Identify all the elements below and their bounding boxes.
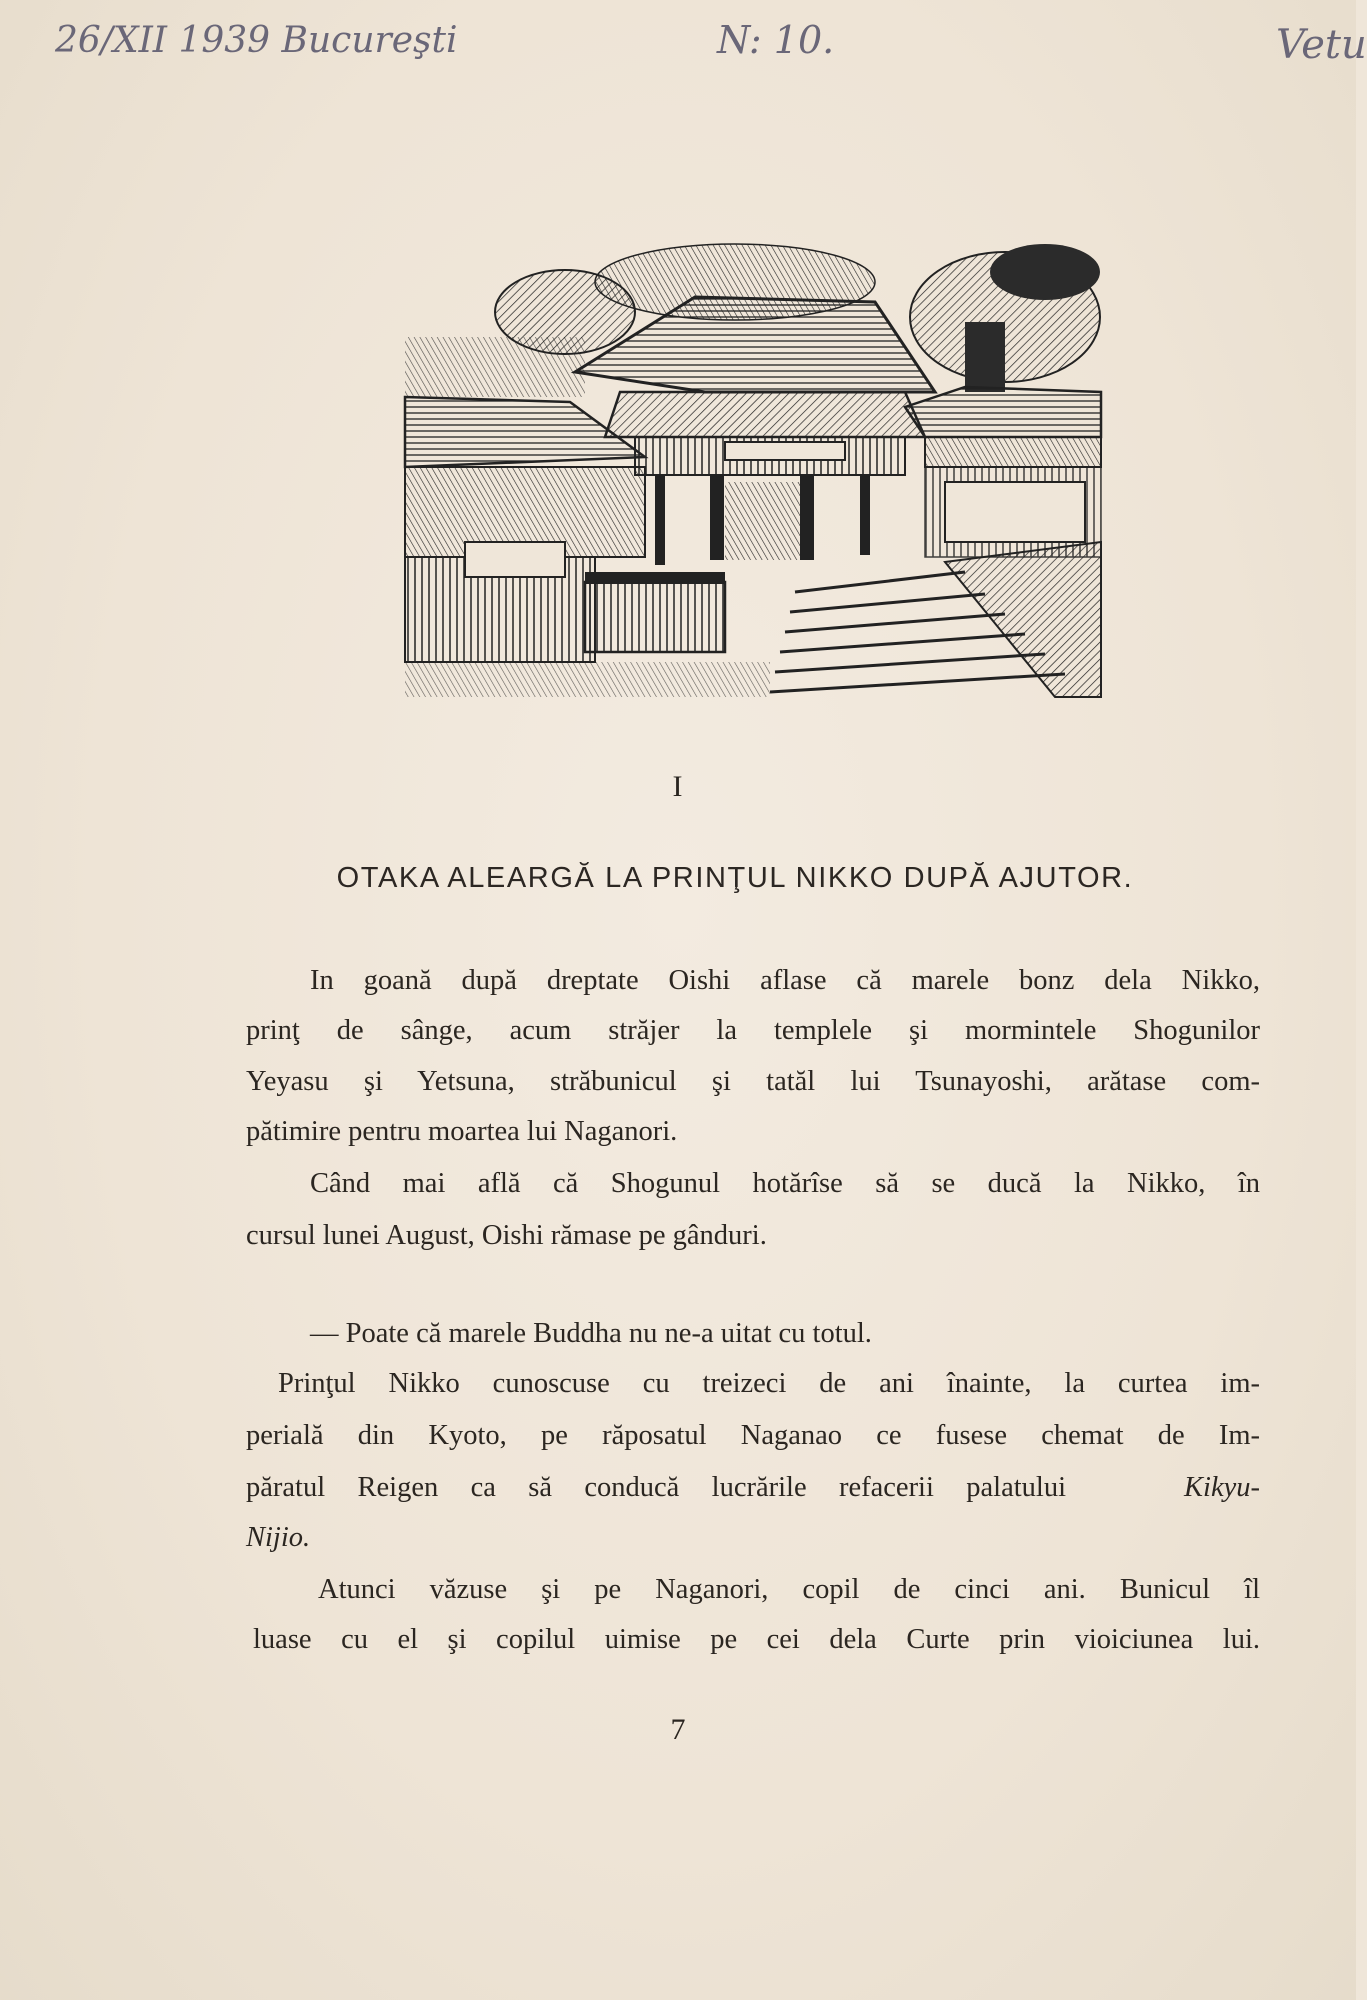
text-line: Când mai află că Shogunul hotărîse să se ducă la Nikko, în bbox=[310, 1168, 1260, 1199]
chapter-title: OTAKA ALEARGĂ LA PRINŢUL NIKKO DUPĂ AJUTOR. bbox=[336, 862, 1134, 894]
text-line: perială din Kyoto, pe răposatul Naganao ce fusese chemat de Im- bbox=[246, 1420, 1260, 1451]
handwritten-date-place: 26/XII 1939 Bucureşti bbox=[55, 20, 458, 61]
text-line: Prinţul Nikko cunoscuse cu treizeci de ani înainte, la curtea im- bbox=[278, 1368, 1260, 1399]
text-line: — Poate că marele Buddha nu ne-a uitat cu totul. bbox=[310, 1318, 872, 1349]
italic-palace-name-end: Nijio. bbox=[246, 1522, 311, 1553]
text-line bbox=[246, 1524, 310, 1553]
text-line-part: păratul Reigen ca să conducă lucrările refacerii palatului bbox=[246, 1472, 1066, 1503]
temple-gate-illustration bbox=[405, 242, 1101, 697]
text-line: In goană după dreptate Oishi aflase că marele bonz dela Nikko, bbox=[310, 965, 1260, 996]
chapter-number: I bbox=[672, 770, 684, 803]
text-line: prinţ de sânge, acum străjer la templele şi mormintele Shogunilor bbox=[246, 1015, 1260, 1046]
text-line: Yeyasu şi Yetsuna, străbunicul şi tatăl lui Tsunayoshi, arătase com- bbox=[246, 1066, 1260, 1097]
page-number: 7 bbox=[670, 1713, 686, 1746]
text-line: luase cu el şi copilul uimise pe cei dela Curte prin vioiciunea lui. bbox=[253, 1624, 1260, 1655]
text-line: Atunci văzuse şi pe Naganori, copil de cinci ani. Bunicul îl bbox=[318, 1574, 1260, 1605]
text-line: cursul lunei August, Oishi rămase pe gânduri. bbox=[246, 1220, 767, 1251]
text-line: pătimire pentru moartea lui Naganori. bbox=[246, 1116, 678, 1147]
handwritten-number: N: 10. bbox=[717, 18, 835, 62]
handwritten-corner-note: Vetu bbox=[1276, 22, 1367, 68]
italic-palace-name: Kikyu- bbox=[1184, 1472, 1260, 1503]
text-line bbox=[246, 1474, 1260, 1503]
